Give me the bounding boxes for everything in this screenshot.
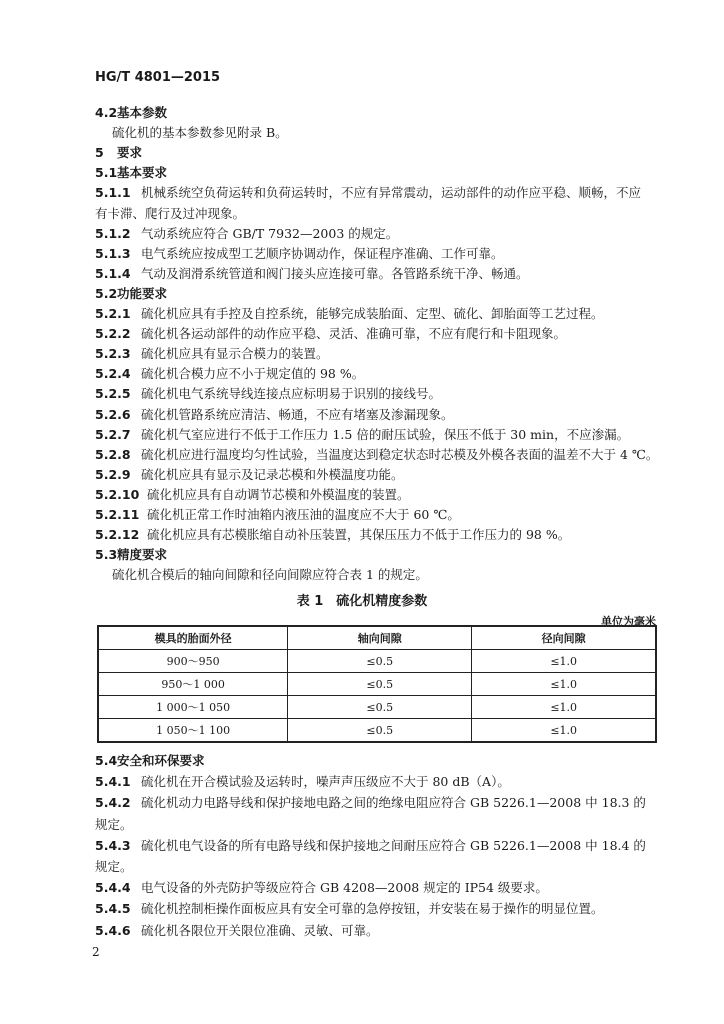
clause-text: 精度要求 [117,547,168,563]
page-number: 2 [92,945,100,959]
clause-number: 5.4.3 [95,837,131,853]
table-cell: ≤1.0 [472,650,656,673]
table-cell: 900～950 [98,650,288,673]
clause-line [95,104,665,122]
clause-line [95,385,665,403]
clause-line [95,922,665,940]
clause-text: 功能要求 [117,285,168,301]
clause-text: 基本要求 [117,165,168,181]
clause-number: 5.3 [95,547,118,563]
clause-text: 规定。 [95,816,133,832]
table-row [98,673,656,696]
clause-text: 硫化机气室应进行不低于工作压力 1.5 倍的耐压试验，保压不低于 30 min，不应渗漏。 [141,426,630,442]
clause-number: 5.4 [95,753,118,768]
clause-number: 5.1.3 [95,245,131,261]
table-cell: 950～1 000 [98,673,288,696]
clause-text: 硫化机应进行温度均匀性试验，当温度达到稳定状态时芯模及外模各表面的温差不大于 4 ℃。 [141,446,659,462]
clause-number: 5.2.4 [95,366,131,382]
table-title: 表 1 硫化机精度参数 [296,594,428,609]
table-cell: ≤0.5 [288,650,472,673]
clause-number: 5.4.4 [95,880,131,896]
clause-line [112,124,682,142]
clause-text: 安全和环保要求 [117,753,205,768]
clause-number: 5.2.6 [95,406,131,422]
clause-number: 5.2.2 [95,326,131,342]
clause-text: 要求 [117,145,143,161]
clause-line [95,837,665,855]
clause-line [95,506,665,524]
clause-line [95,486,665,504]
clause-line [95,816,665,834]
clause-line [95,184,665,202]
table-row [98,696,656,719]
table-cell: ≤0.5 [288,673,472,696]
clause-number: 5.2.3 [95,346,131,362]
clause-number: 5.1 [95,165,118,181]
clause-number: 5.4.2 [95,795,131,811]
clause-line [95,406,665,424]
table-header-cell: 轴向间隙 [288,626,472,650]
clause-line [95,345,665,363]
clause-line [95,265,665,283]
clause-number: 5.4.5 [95,901,131,917]
clause-number: 5.2.7 [95,426,131,442]
clause-number: 4.2 [95,105,118,120]
clause-number: 5.2.5 [95,386,131,402]
table-header-cell: 径向间隙 [472,626,656,650]
table-cell: 1 050～1 100 [98,719,288,743]
clause-line [95,794,665,812]
clause-text: 硫化机正常工作时油箱内液压油的温度应不大于 60 ℃。 [147,507,460,522]
clause-text: 硫化机管路系统应清洁、畅通，不应有堵塞及渗漏现象。 [141,406,454,422]
clause-line [95,526,665,544]
clause-text: 硫化机的基本参数参见附录 B。 [112,125,288,141]
clause-text: 机械系统空负荷运转和负荷运转时，不应有异常震动，运动部件的动作应平稳、顺畅，不应 [141,185,642,201]
table-cell: ≤1.0 [472,696,656,719]
clause-line [95,900,665,918]
table-cell: ≤1.0 [472,673,656,696]
clause-line [95,245,665,263]
clause-line [112,566,682,584]
clause-line [95,325,665,343]
clause-text: 硫化机合模力应不小于规定值的 98 %。 [141,366,365,382]
clause-number: 5.1.2 [95,225,131,241]
clause-line [95,205,665,223]
table-header-row [98,626,656,650]
clause-number: 5.2.9 [95,466,131,482]
clause-text: 硫化机电气设备的所有电路导线和保护接地之间耐压应符合 GB 5226.1—2008 中 18.4 的 [141,837,646,853]
clause-text: 硫化机应具有手控及自控系统，能够完成装胎面、定型、硫化、卸胎面等工艺过程。 [141,306,604,321]
clause-text: 硫化机合模后的轴向间隙和径向间隙应符合表 1 的规定。 [112,567,428,583]
table-unit: 单位为毫米 [601,615,656,628]
clause-number: 5.2.8 [95,446,131,462]
clause-line [95,225,665,243]
table-row [98,650,656,673]
clause-line [95,879,665,897]
clause-text: 电气系统应按成型工艺顺序协调动作，保证程序准确、工作可靠。 [141,245,504,261]
clause-line [95,752,665,770]
clause-line [95,466,665,484]
clause-text: 基本参数 [117,105,168,120]
clause-text: 硫化机各运动部件的动作应平稳、灵活、准确可靠，不应有爬行和卡阻现象。 [141,326,567,342]
clause-line [95,285,665,303]
clause-line [95,144,665,162]
clause-text: 硫化机控制柜操作面板应具有安全可靠的急停按钮，并安装在易于操作的明显位置。 [141,901,604,917]
clause-number: 5.2.1 [95,306,131,321]
clause-text: 硫化机应具有自动调节芯模和外模温度的装置。 [147,486,410,502]
table-header-cell: 模具的胎面外径 [98,626,288,650]
clause-text: 硫化机各限位开关限位准确、灵敏、可靠。 [141,922,379,938]
clause-text: 气动及润滑系统管道和阀门接头应连接可靠。各管路系统干净、畅通。 [141,265,529,281]
clause-text: 硫化机在开合模试验及运转时，噪声声压级应不大于 80 dB（A）。 [141,774,510,790]
clause-text: 规定。 [95,859,133,874]
clause-line [95,365,665,383]
table-cell: 1 000～1 050 [98,696,288,719]
table-cell: ≤0.5 [288,696,472,719]
clause-text: 电气设备的外壳防护等级应符合 GB 4208—2008 规定的 IP54 级要求。 [141,880,548,896]
table-cell: ≤0.5 [288,719,472,743]
clause-number: 5.1.1 [95,185,131,201]
clause-text: 硫化机电气系统导线连接点应标明易于识别的接线号。 [141,386,442,402]
clause-text: 硫化机应具有显示合模力的装置。 [141,346,329,362]
clause-text: 气动系统应符合 GB/T 7932—2003 的规定。 [141,225,399,241]
precision-table [97,625,657,743]
clause-line [95,426,665,444]
clause-number: 5.1.4 [95,265,131,281]
clause-text: 硫化机应具有显示及记录芯模和外模温度功能。 [141,466,404,482]
clause-line [95,546,665,564]
table-row [98,719,656,743]
clause-number: 5.2.11 [95,507,140,522]
clause-number: 5.2.10 [95,486,140,502]
clause-line [95,858,665,876]
clause-number: 5 [95,145,104,161]
standard-code: HG/T 4801—2015 [95,70,221,85]
clause-number: 5.4.1 [95,774,131,790]
clause-text: 硫化机动力电路导线和保护接地电路之间的绝缘电阻应符合 GB 5226.1—2008 中 18.3 的 [141,795,646,811]
clause-line [95,164,665,182]
clause-line [95,773,665,791]
table-cell: ≤1.0 [472,719,656,743]
clause-number: 5.4.6 [95,922,131,938]
clause-text: 有卡滞、爬行及过冲现象。 [95,205,246,221]
clause-text: 硫化机应具有芯模胀缩自动补压装置，其保压压力不低于工作压力的 98 %。 [147,527,571,543]
clause-number: 5.2.12 [95,527,140,543]
clause-number: 5.2 [95,285,118,301]
clause-line [95,305,665,323]
clause-line [95,446,665,464]
